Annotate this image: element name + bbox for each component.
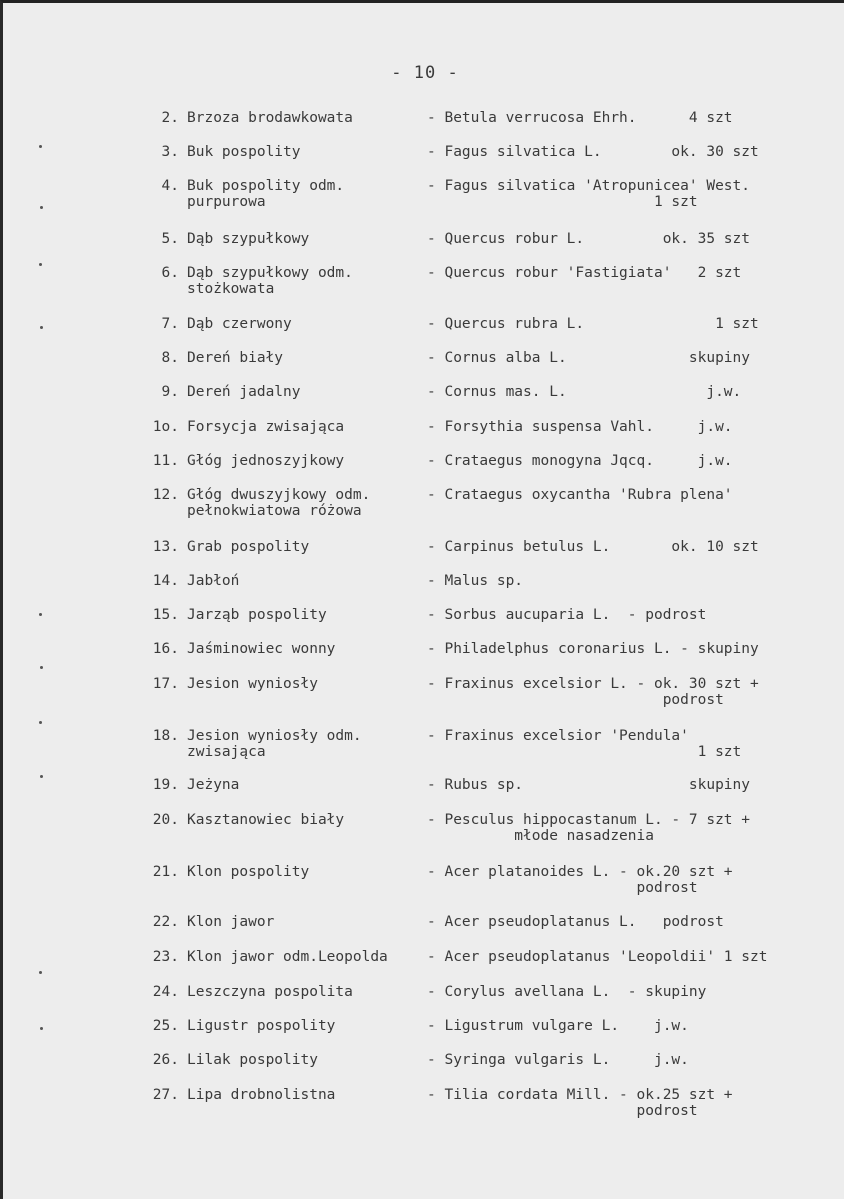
polish-name-line: Jesion wyniosły odm. <box>187 728 362 744</box>
latin-name-line: - Fagus silvatica 'Atropunicea' West. <box>427 178 751 194</box>
item-number: 14. <box>152 573 179 589</box>
latin-name-line: - Ligustrum vulgare L. j.w. <box>427 1018 689 1034</box>
latin-name-line: - Syringa vulgaris L. j.w. <box>427 1052 689 1068</box>
item-number: 25. <box>152 1018 179 1034</box>
polish-name <box>187 1052 427 1068</box>
polish-name-line: Lilak pospolity <box>187 1052 318 1068</box>
item-number: 18. <box>152 728 179 744</box>
polish-name <box>187 350 427 366</box>
item-number: 1o. <box>152 419 179 435</box>
latin-name-line: podrost <box>427 880 698 896</box>
polish-name-line: Klon pospolity <box>187 864 310 880</box>
latin-name-line: - Malus sp. <box>427 573 524 589</box>
latin-name-line: - Acer pseudoplatanus 'Leopoldii' 1 szt <box>427 949 768 965</box>
item-number: 19. <box>152 777 179 793</box>
latin-name-line: - Crataegus monogyna Jqcq. j.w. <box>427 453 733 469</box>
polish-name-line: Jabłoń <box>187 573 240 589</box>
polish-name <box>187 231 427 247</box>
latin-name <box>427 1087 844 1119</box>
latin-name-line: - Fraxinus excelsior 'Pendula' <box>427 728 689 744</box>
latin-name-line: podrost <box>427 692 724 708</box>
latin-name-line: - Sorbus aucuparia L. - podrost <box>427 607 707 623</box>
latin-name <box>427 539 844 555</box>
latin-name <box>427 419 844 435</box>
latin-name-line: - Cornus mas. L. j.w. <box>427 384 742 400</box>
polish-name-line: Grab pospolity <box>187 539 310 555</box>
polish-name-line: Buk pospolity <box>187 144 301 160</box>
polish-name-line: Dereń biały <box>187 350 284 366</box>
polish-name-line: Jesion wyniosły <box>187 676 318 692</box>
latin-name <box>427 777 844 793</box>
polish-name-line: Głóg dwuszyjkowy odm. <box>187 487 371 503</box>
item-number: 22. <box>152 914 179 930</box>
item-number: 5. <box>161 231 179 247</box>
item-number: 26. <box>152 1052 179 1068</box>
latin-name-line: - Quercus robur L. ok. 35 szt <box>427 231 751 247</box>
latin-name <box>427 728 844 760</box>
latin-name-line: - Quercus rubra L. 1 szt <box>427 316 759 332</box>
margin-mark <box>39 263 42 266</box>
latin-name-line: - Rubus sp. skupiny <box>427 777 751 793</box>
latin-name-line: - Cornus alba L. skupiny <box>427 350 751 366</box>
polish-name <box>187 914 427 930</box>
latin-name-line: 1 szt <box>427 194 698 210</box>
latin-name <box>427 1052 844 1068</box>
polish-name <box>187 777 427 793</box>
polish-name-line: Głóg jednoszyjkowy <box>187 453 345 469</box>
polish-name-line: Ligustr pospolity <box>187 1018 336 1034</box>
latin-name-line: - Fagus silvatica L. ok. 30 szt <box>427 144 759 160</box>
margin-mark <box>39 145 42 148</box>
latin-name <box>427 487 844 503</box>
latin-name-line: - Tilia cordata Mill. - ok.25 szt + <box>427 1087 733 1103</box>
polish-name <box>187 1018 427 1034</box>
latin-name <box>427 864 844 896</box>
latin-name <box>427 178 844 210</box>
polish-name <box>187 178 427 210</box>
polish-name <box>187 728 427 760</box>
latin-name-line: - Acer pseudoplatanus L. podrost <box>427 914 724 930</box>
item-number: 15. <box>152 607 179 623</box>
polish-name-line: Dąb szypułkowy <box>187 231 310 247</box>
polish-name <box>187 812 427 828</box>
polish-name <box>187 316 427 332</box>
polish-name-line: Leszczyna pospolita <box>187 984 353 1000</box>
polish-name-line: Kasztanowiec biały <box>187 812 345 828</box>
polish-name <box>187 1087 427 1103</box>
item-number: 24. <box>152 984 179 1000</box>
latin-name <box>427 984 844 1000</box>
polish-name <box>187 573 427 589</box>
polish-name <box>187 487 427 519</box>
polish-name-line: purpurowa <box>187 194 266 210</box>
latin-name-line: - Philadelphus coronarius L. - skupiny <box>427 641 759 657</box>
polish-name <box>187 607 427 623</box>
item-number: 2. <box>161 110 179 126</box>
polish-name-line: Lipa drobnolistna <box>187 1087 336 1103</box>
latin-name-line: - Crataegus oxycantha 'Rubra plena' <box>427 487 733 503</box>
page-number: - 10 - <box>391 63 459 83</box>
item-number: 11. <box>152 453 179 469</box>
polish-name <box>187 453 427 469</box>
margin-mark <box>40 1027 43 1030</box>
item-number: 13. <box>152 539 179 555</box>
latin-name <box>427 812 844 844</box>
item-number: 9. <box>161 384 179 400</box>
latin-name <box>427 641 844 657</box>
polish-name <box>187 384 427 400</box>
polish-name <box>187 864 427 880</box>
polish-name <box>187 949 427 965</box>
latin-name <box>427 384 844 400</box>
latin-name-line: - Pesculus hippocastanum L. - 7 szt + <box>427 812 751 828</box>
polish-name-line: Jarząb pospolity <box>187 607 327 623</box>
latin-name <box>427 453 844 469</box>
latin-name-line: - Fraxinus excelsior L. - ok. 30 szt + <box>427 676 759 692</box>
polish-name-line: Klon jawor odm.Leopolda <box>187 949 388 965</box>
latin-name <box>427 949 844 965</box>
latin-name <box>427 316 844 332</box>
latin-name <box>427 350 844 366</box>
margin-mark <box>40 666 43 669</box>
latin-name <box>427 231 844 247</box>
polish-name-line: stożkowata <box>187 281 275 297</box>
item-number: 8. <box>161 350 179 366</box>
polish-name <box>187 110 427 126</box>
margin-mark <box>40 775 43 778</box>
item-number: 17. <box>152 676 179 692</box>
polish-name <box>187 144 427 160</box>
polish-name-line: Jaśminowiec wonny <box>187 641 336 657</box>
item-number: 12. <box>152 487 179 503</box>
margin-mark <box>40 326 43 329</box>
polish-name <box>187 984 427 1000</box>
latin-name <box>427 607 844 623</box>
margin-mark <box>39 613 42 616</box>
latin-name <box>427 676 844 708</box>
polish-name <box>187 265 427 297</box>
item-number: 6. <box>161 265 179 281</box>
latin-name <box>427 110 844 126</box>
latin-name-line: - Corylus avellana L. - skupiny <box>427 984 707 1000</box>
latin-name <box>427 265 844 281</box>
polish-name-line: Dąb czerwony <box>187 316 292 332</box>
margin-mark <box>39 971 42 974</box>
latin-name-line: młode nasadzenia <box>427 828 654 844</box>
latin-name-line: - Acer platanoides L. - ok.20 szt + <box>427 864 733 880</box>
polish-name-line: pełnokwiatowa różowa <box>187 503 362 519</box>
polish-name <box>187 641 427 657</box>
latin-name-line: - Betula verrucosa Ehrh. 4 szt <box>427 110 733 126</box>
item-number: 3. <box>161 144 179 160</box>
margin-mark <box>39 721 42 724</box>
item-number: 20. <box>152 812 179 828</box>
polish-name-line: Dąb szypułkowy odm. <box>187 265 353 281</box>
latin-name-line: - Forsythia suspensa Vahl. j.w. <box>427 419 733 435</box>
latin-name-line: podrost <box>427 1103 698 1119</box>
polish-name-line: Klon jawor <box>187 914 275 930</box>
latin-name <box>427 573 844 589</box>
item-number: 4. <box>161 178 179 194</box>
item-number: 7. <box>161 316 179 332</box>
latin-name-line: - Carpinus betulus L. ok. 10 szt <box>427 539 759 555</box>
latin-name <box>427 144 844 160</box>
item-number: 16. <box>152 641 179 657</box>
polish-name <box>187 676 427 692</box>
polish-name-line: Jeżyna <box>187 777 240 793</box>
item-number: 23. <box>152 949 179 965</box>
margin-mark <box>40 206 43 209</box>
polish-name-line: Forsycja zwisająca <box>187 419 345 435</box>
polish-name-line: Brzoza brodawkowata <box>187 110 353 126</box>
item-number: 21. <box>152 864 179 880</box>
polish-name <box>187 419 427 435</box>
polish-name <box>187 539 427 555</box>
polish-name-line: zwisająca <box>187 744 266 760</box>
latin-name-line: - Quercus robur 'Fastigiata' 2 szt <box>427 265 742 281</box>
polish-name-line: Buk pospolity odm. <box>187 178 345 194</box>
latin-name <box>427 914 844 930</box>
polish-name-line: Dereń jadalny <box>187 384 301 400</box>
latin-name <box>427 1018 844 1034</box>
item-number: 27. <box>152 1087 179 1103</box>
latin-name-line: 1 szt <box>427 744 742 760</box>
